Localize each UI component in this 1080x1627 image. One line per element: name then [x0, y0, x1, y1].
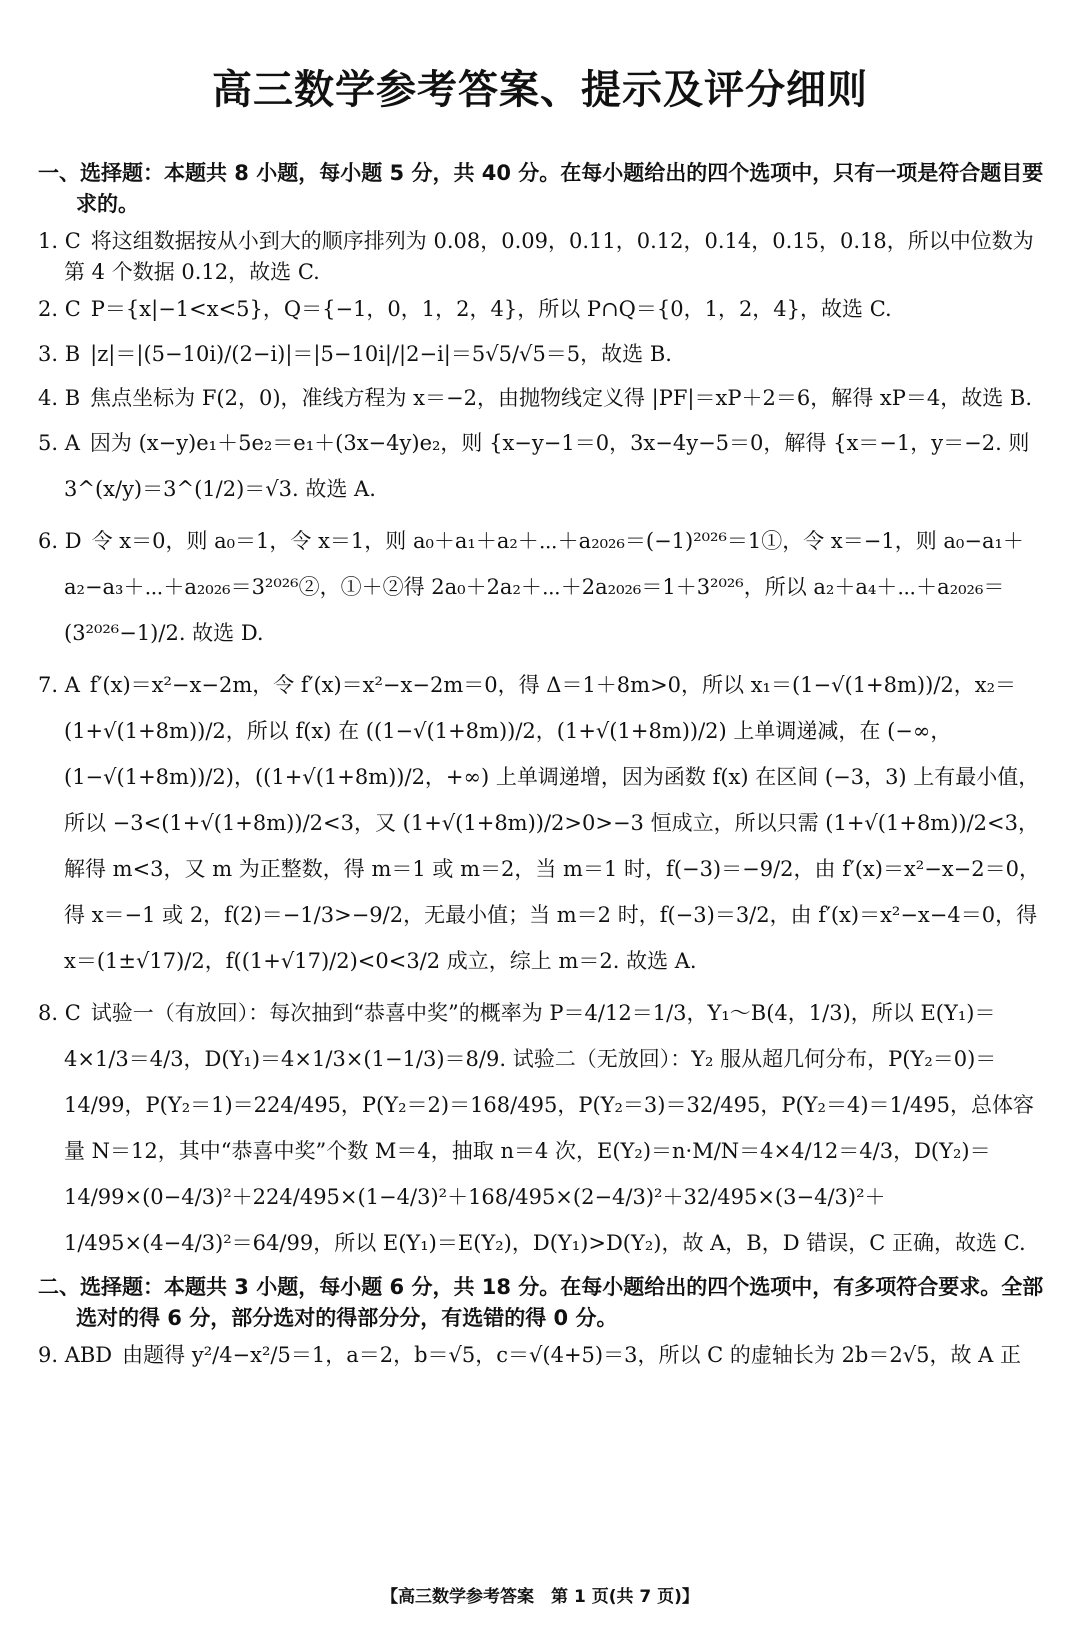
- answer-item: [38, 420, 1046, 512]
- answer-text: 将这组数据按从小到大的顺序排列为 0.08，0.09，0.11，0.12，0.14，0.15，0.18，所以中位数为第 4 个数据 0.12，故选 C.: [64, 229, 1034, 284]
- answer-number: 7. A: [38, 673, 80, 697]
- answer-item: [38, 662, 1046, 984]
- answer-number: 5. A: [38, 431, 80, 455]
- answer-item: [38, 331, 1046, 377]
- answer-item: [38, 294, 1046, 325]
- answer-number: 9. ABD: [38, 1343, 113, 1367]
- answer-number: 3. B: [38, 342, 81, 366]
- answer-text: 因为 (x−y)e₁＋5e₂＝e₁＋(3x−4y)e₂，则 {x−y−1＝0，3x−4y−5＝0，解得 {x＝−1，y＝−2. 则 3^(x/y)＝3^(1/2)＝√3. 故选 A.: [64, 431, 1030, 501]
- section-heading-1: 一、选择题：本题共 8 小题，每小题 5 分，共 40 分。在每小题给出的四个选项中，只有一项是符合题目要求的。: [38, 161, 1044, 216]
- answer-item: [38, 383, 1046, 414]
- answer-text: 令 x＝0，则 a₀＝1，令 x＝1，则 a₀＋a₁＋a₂＋⋯＋a₂₀₂₆＝(−1)²⁰²⁶＝1①，令 x＝−1，则 a₀−a₁＋a₂−a₃＋⋯＋a₂₀₂₆＝3²⁰²⁶②，①＋②得 2a₀＋2a₂＋⋯＋2a₂₀₂₆＝1＋3²⁰²⁶，所以 a₂＋a₄＋⋯＋a₂₀₂₆＝(3²⁰²⁶−1)/2. 故选 D.: [64, 529, 1024, 645]
- answer-text: 由题得 y²/4−x²/5＝1，a＝2，b＝√5，c＝√(4+5)＝3，所以 C 的虚轴长为 2b＝2√5，故 A 正: [122, 1343, 1021, 1367]
- answer-content: [38, 158, 1046, 1377]
- answer-number: 8. C: [38, 1001, 81, 1025]
- answer-item: [38, 1340, 1046, 1371]
- answer-item: [38, 518, 1046, 656]
- answer-number: 2. C: [38, 297, 81, 321]
- answer-number: 6. D: [38, 529, 82, 553]
- answer-item: [38, 990, 1046, 1266]
- section-heading-2: 二、选择题：本题共 3 小题，每小题 6 分，共 18 分。在每小题给出的四个选项中，有多项符合要求。全部选对的得 6 分，部分选对的得部分分，有选错的得 0 分。: [38, 1275, 1044, 1330]
- answer-text: 试验一（有放回）：每次抽到“恭喜中奖”的概率为 P＝4/12＝1/3，Y₁～B(4，1/3)，所以 E(Y₁)＝4×1/3＝4/3，D(Y₁)＝4×1/3×(1−1/3)＝8/9. 试验二（无放回）：Y₂ 服从超几何分布，P(Y₂＝0)＝14/99，P(Y₂＝1)＝224/495，P(Y₂＝2)＝168/495，P(Y₂＝3)＝32/495，P(Y₂＝4)＝1/495，总体容量 N＝12，其中“恭喜中奖”个数 M＝4，抽取 n＝4 次，E(Y₂)＝n·M/N＝4×4/12＝4/3，D(Y₂)＝14/99×(0−4/3)²＋224/495×(1−4/3)²＋168/495×(2−4/3)²＋32/495×(3−4/3)²＋1/495×(4−4/3)²＝64/99，所以 E(Y₁)＝E(Y₂)，D(Y₁)>D(Y₂)，故 A，B，D 错误，C 正确，故选 C.: [64, 1001, 1035, 1255]
- page-title: 高三数学参考答案、提示及评分细则: [212, 67, 868, 113]
- answer-text: f′(x)＝x²−x−2m，令 f′(x)＝x²−x−2m＝0，得 Δ＝1＋8m>0，所以 x₁＝(1−√(1+8m))/2，x₂＝(1+√(1+8m))/2，所以 f(x) 在 ((1−√(1+8m))/2，(1+√(1+8m))/2) 上单调递减，在 (−∞，(1−√(1+8m))/2)，((1+√(1+8m))/2，+∞) 上单调递增，因为函数 f(x) 在区间 (−3，3) 上有最小值，所以 −3<(1+√(1+8m))/2<3，又 (1+√(1+8m))/2>0>−3 恒成立，所以只需 (1+√(1+8m))/2<3，解得 m<3，又 m 为正整数，得 m＝1 或 m＝2，当 m＝1 时，f(−3)＝−9/2，由 f′(x)＝x²−x−2＝0，得 x＝−1 或 2，f(2)＝−1/3>−9/2，无最小值；当 m＝2 时，f(−3)＝3/2，由 f′(x)＝x²−x−4＝0，得 x＝(1±√17)/2，f((1+√17)/2)<0<3/2 成立，综上 m＝2. 故选 A.: [64, 673, 1040, 973]
- page-footer: 【高三数学参考答案 第 1 页(共 7 页)】: [381, 1587, 699, 1607]
- answer-text: 焦点坐标为 F(2，0)，准线方程为 x＝−2，由抛物线定义得 |PF|＝xP＋2＝6，解得 xP＝4，故选 B.: [90, 386, 1032, 410]
- answer-text: P＝{x|−1<x<5}，Q＝{−1，0，1，2，4}，所以 P∩Q＝{0，1，2，4}，故选 C.: [90, 297, 892, 321]
- answer-text: |z|＝|(5−10i)/(2−i)|＝|5−10i|/|2−i|＝5√5/√5＝5，故选 B.: [90, 342, 672, 366]
- answer-number: 1. C: [38, 229, 81, 253]
- answer-number: 4. B: [38, 386, 81, 410]
- answer-item: [38, 226, 1046, 288]
